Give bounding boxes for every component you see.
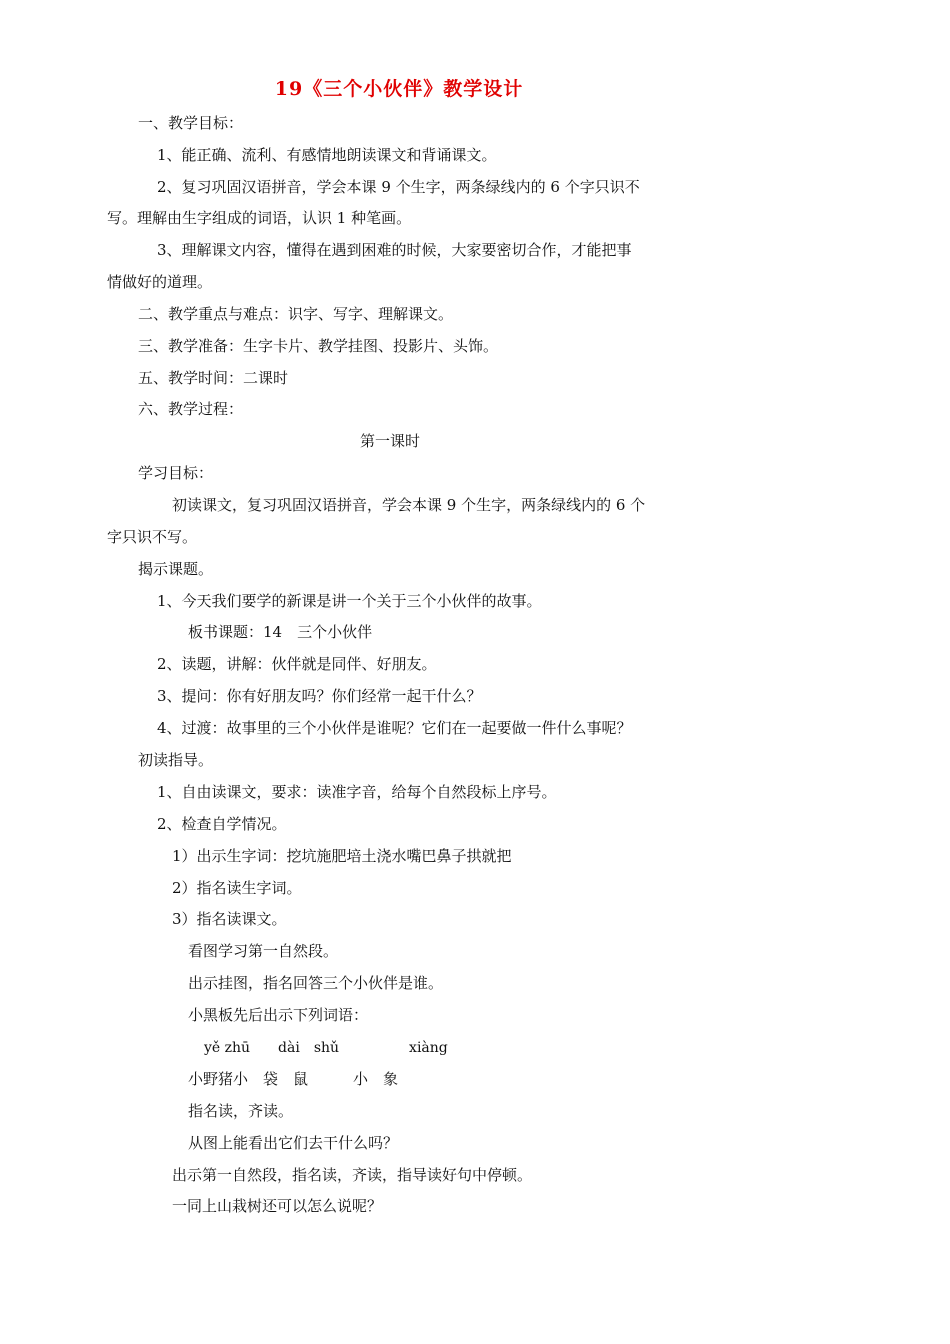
text-line: 小黑板先后出示下列词语：	[188, 1006, 369, 1024]
text-line: 揭示课题。	[138, 560, 214, 578]
text-line: 3、理解课文内容，懂得在遇到困难的时候，大家要密切合作，才能把事	[157, 241, 632, 259]
text-line: 一同上山栽树还可以怎么说呢？	[172, 1197, 383, 1215]
text-line: 从图上能看出它们去干什么吗？	[188, 1134, 399, 1152]
text-line: 1、自由读课文，要求：读准字音，给每个自然段标上序号。	[157, 783, 557, 801]
text-line: 出示第一自然段，指名读，齐读，指导读好句中停顿。	[172, 1166, 533, 1184]
text-line: 情做好的道理。	[107, 273, 213, 291]
text-line: 2）指名读生字词。	[172, 879, 302, 897]
text-line: 初读课文，复习巩固汉语拼音，学会本课 9 个生字，两条绿线内的 6 个	[172, 496, 646, 514]
text-line: 看图学习第一自然段。	[188, 942, 339, 960]
text-line: 初读指导。	[138, 751, 214, 769]
text-line: 1）出示生字词：挖坑施肥培土浇水嘴巴鼻子拱就把	[172, 847, 512, 865]
text-line: 学习目标：	[138, 464, 214, 482]
text-line: 二、教学重点与难点：识字、写字、理解课文。	[138, 305, 454, 323]
text-line: 1、今天我们要学的新课是讲一个关于三个小伙伴的故事。	[157, 592, 542, 610]
text-line: 2、检查自学情况。	[157, 815, 287, 833]
document-title: 19《三个小伙伴》教学设计	[274, 78, 524, 100]
text-line: 3）指名读课文。	[172, 910, 287, 928]
text-line: 一、教学目标：	[138, 114, 244, 132]
text-line: 板书课题：14 三个小伙伴	[188, 623, 373, 641]
text-line: 2、读题，讲解：伙伴就是同伴、好朋友。	[157, 655, 437, 673]
text-line: 指名读，齐读。	[188, 1102, 294, 1120]
text-line: 字只识不写。	[107, 528, 198, 546]
text-line: 写。理解由生字组成的词语，认识 1 种笔画。	[107, 209, 412, 227]
text-line: 六、教学过程：	[138, 400, 244, 418]
text-line: 4、过渡：故事里的三个小伙伴是谁呢？它们在一起要做一件什么事呢？	[157, 719, 632, 737]
text-line: 1、能正确、流利、有感情地朗读课文和背诵课文。	[157, 146, 497, 164]
text-line: 出示挂图，指名回答三个小伙伴是谁。	[188, 974, 444, 992]
section-heading: 第一课时	[359, 432, 420, 450]
text-line: 五、教学时间：二课时	[138, 369, 289, 387]
text-line: 三、教学准备：生字卡片、教学挂图、投影片、头饰。	[138, 337, 499, 355]
text-line: 3、提问：你有好朋友吗？你们经常一起干什么？	[157, 687, 482, 705]
vocab-line: 小野猪小 袋 鼠 小 象	[188, 1070, 399, 1088]
pinyin-line: yě zhū dài shǔ xiàng	[204, 1040, 448, 1056]
text-line: 2、复习巩固汉语拼音，学会本课 9 个生字，两条绿线内的 6 个字只识不	[157, 178, 640, 196]
